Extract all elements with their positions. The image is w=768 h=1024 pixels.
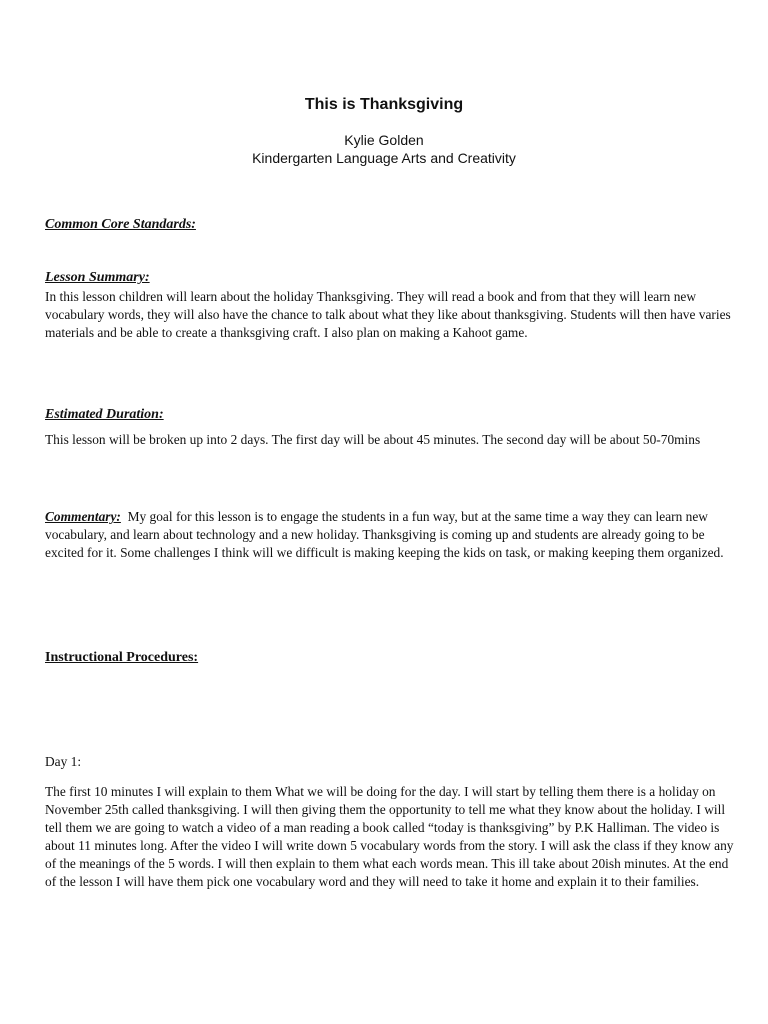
duration-heading: Estimated Duration: — [45, 407, 164, 422]
commentary-heading: Commentary: — [45, 509, 121, 524]
summary-body: In this lesson children will learn about the holiday Thanksgiving. They will read a book and from that they will learn new vocabulary words, they will also have the chance to talk about what they like about thanksgiving. Students will then have varies materials and be able to create a thanksgiving craft. I also plan on making a Kahoot game. — [45, 289, 731, 340]
duration-body: This lesson will be broken up into 2 days. The first day will be about 45 minutes. The second day will be about 50-70mins — [45, 432, 701, 447]
day1-body: The first 10 minutes I will explain to them What we will be doing for the day. I will start by telling them there is a holiday on November 25th called thanksgiving. I will then giving them the opportunity to tell me what they know about the holiday. I will tell them we are going to watch a video of a man reading a book called “today is thanksgiving” by P.K Halliman. The video is about 11 minutes long. After the video I will write down 5 vocabulary words from the story. I will ask the class if they know any of the meanings of the 5 words. I will then explain to them what each words mean. This ill take about 20ish minutes. At the end of the lesson I will have them pick one vocabulary word and they will need to take it home and explain it to their families. — [45, 784, 734, 889]
procedures-heading: Instructional Procedures: — [45, 650, 199, 665]
summary-heading: Lesson Summary: — [45, 270, 150, 285]
standards-heading: Common Core Standards: — [45, 217, 196, 232]
commentary-paragraph — [45, 508, 735, 562]
commentary-body: My goal for this lesson is to engage the students in a fun way, but at the same time a way they can learn new vocabulary, and learn about technology and a new holiday. Thanksgiving is coming up and students are already going to be excited for it. Some challenges I think will we difficult is making keeping the kids on task, or making keeping them organized. — [45, 509, 724, 560]
document-author: Kylie Golden — [344, 132, 424, 148]
document-title: This is Thanksgiving — [304, 96, 464, 113]
document-course: Kindergarten Language Arts and Creativity — [252, 150, 516, 166]
day1-label: Day 1: — [45, 754, 82, 769]
